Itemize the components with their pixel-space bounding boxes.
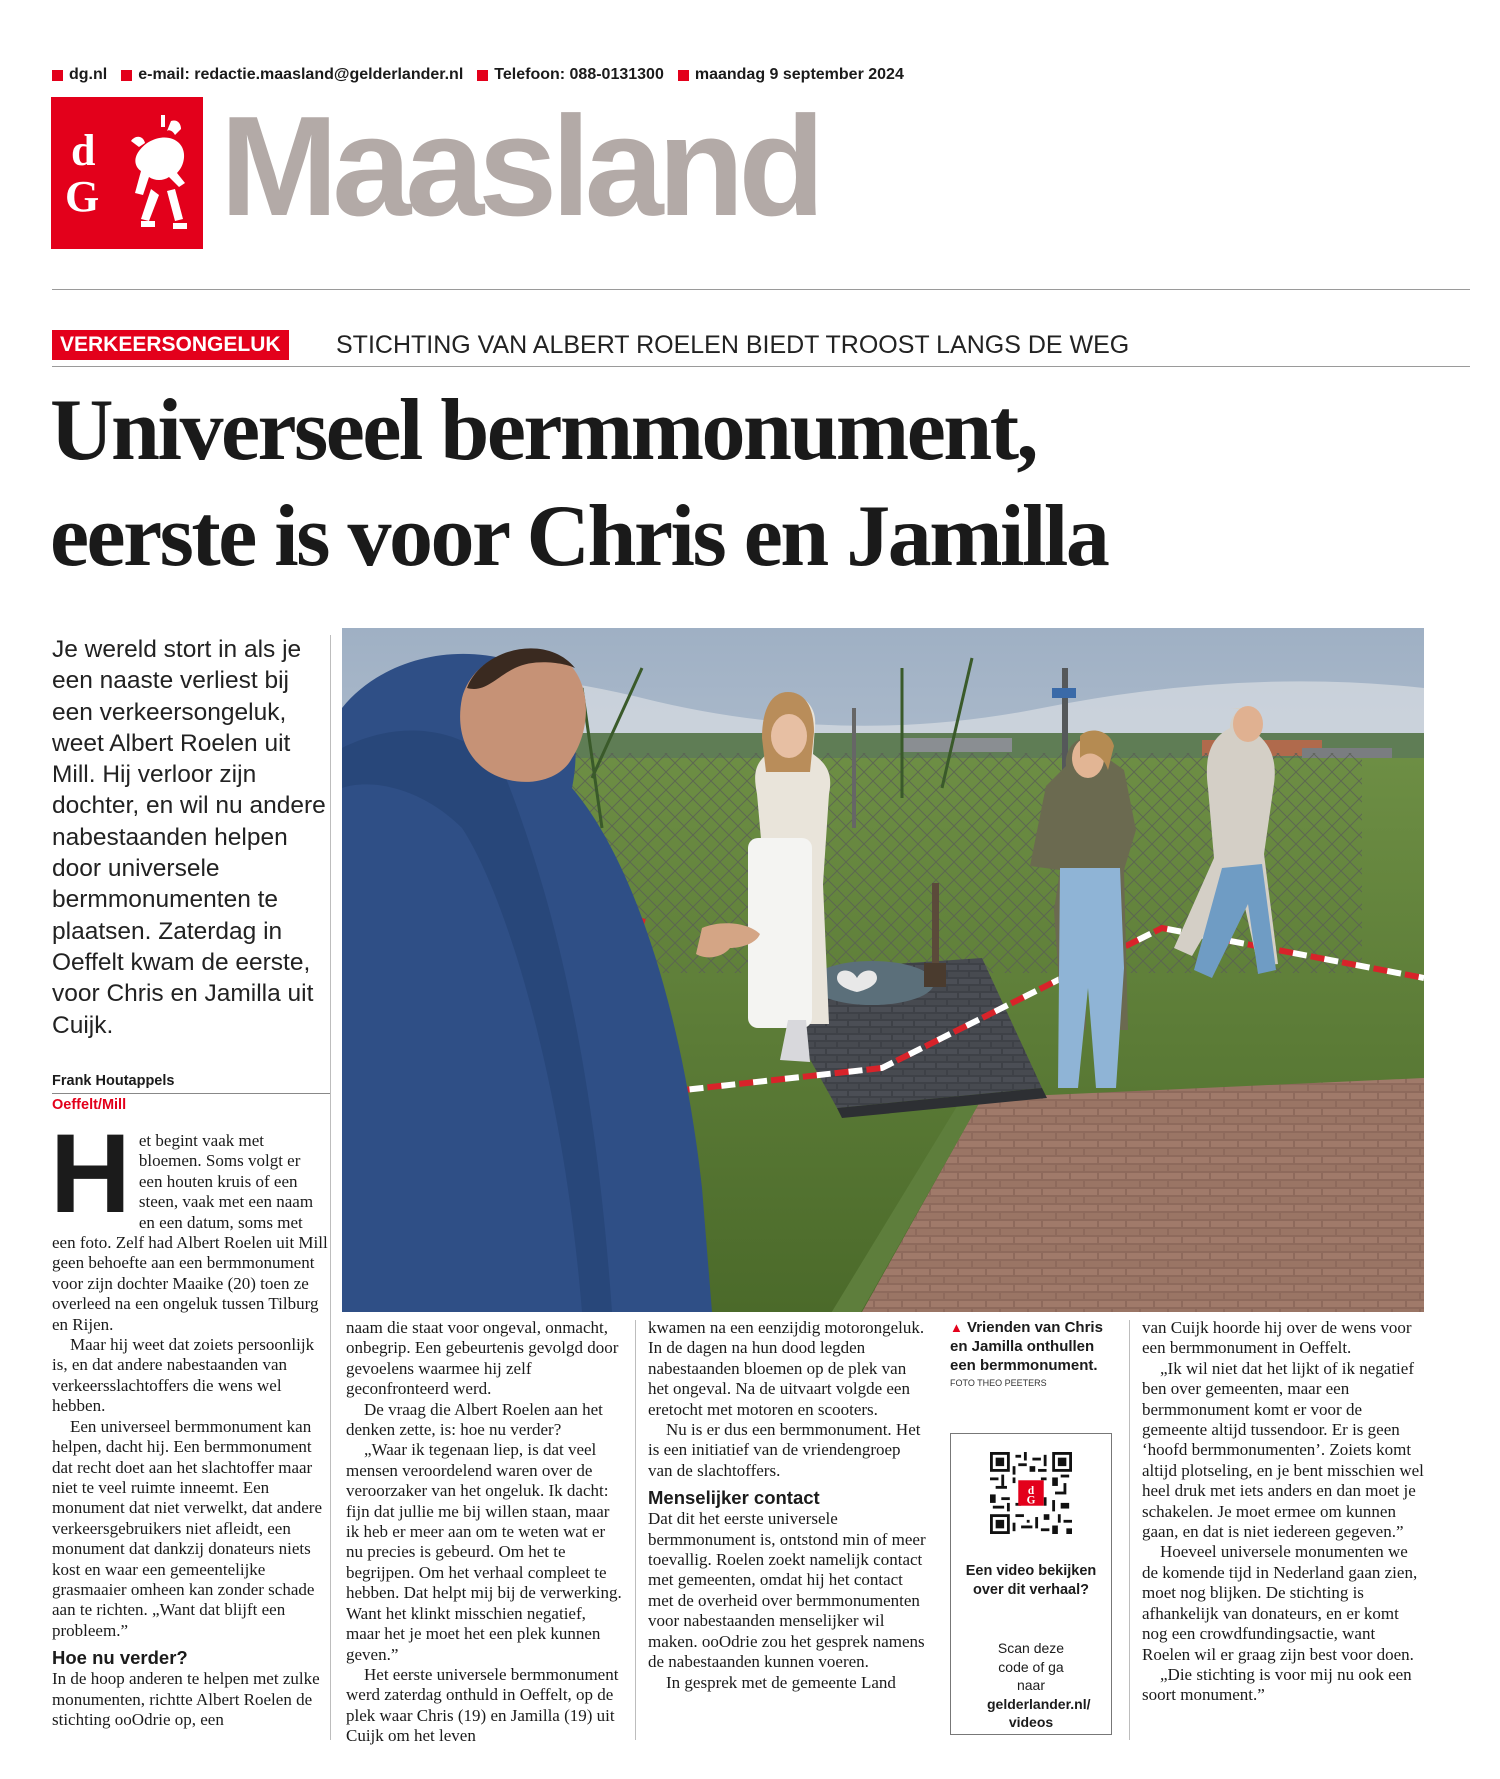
phone-text: Telefoon: 088-0131300	[494, 66, 664, 83]
headline	[50, 378, 1470, 590]
email-text: e-mail: redactie.maasland@gelderlander.nl	[138, 66, 464, 83]
paragraph: Hoeveel universele monumenten we de komende tijd in Nederland gaan zien, moet nog blijken. De stichting is afhankelijk van donateurs, en er komt nog een crowdfundingsactie, want Roelen wil er graag zijn best voor doen.	[1142, 1542, 1418, 1664]
paragraph: „Waar ik tegenaan liep, is dat veel mensen veroordelend waren over de veroorzaker van het ongeluk. Ik dacht: fijn dat jullie me bij willen staan, maar ik heb er meer aan om te weten wat er nu precies is gebeurd. Om het te begrijpen. Om het verhaal compleet te hebben. Dat helpt mij bij de verwerking. Want het klinkt misschien negatief, maar het je moet het een plek kunnen geven.”	[346, 1440, 622, 1664]
horse-rider-icon	[121, 111, 197, 237]
subheading: Menselijker contact	[648, 1487, 820, 1509]
article-column-2	[346, 1318, 623, 1747]
paragraph: Dat dit het eerste universele bermmonument is, ontstond min of meer toevallig. Roelen zoekt namelijk contact met gemeenten, omdat hij het contact met de overheid over bermmonumenten voor nabestaanden menselijker wil maken. ooOdrie zou het gesprek namens de nabestaanden kunnen voeren.	[648, 1509, 926, 1672]
paragraph: et begint vaak met bloemen. Soms volgt er een houten kruis of een steen, vaak met een naam en een datum, soms met een foto. Zelf had Albert Roelen uit Mill geen behoefte aan een bermmonument voor zijn dochter Maaike (20) toen ze overleed na een ongeluk tussen Tilburg en Rijen.	[52, 1131, 328, 1334]
photo-caption	[950, 1318, 1115, 1375]
paragraph: In de hoop anderen te helpen met zulke monumenten, richtte Albert Roelen de stichting ooOdrie op, een	[52, 1669, 320, 1729]
headline-line-2: eerste is voor Chris en Jamilla	[50, 488, 1108, 585]
caption-text: Vrienden van Chris en Jamilla onthullen een bermmonument.	[950, 1319, 1103, 1374]
masthead-divider	[52, 289, 1470, 290]
bullet-square-icon	[678, 70, 689, 81]
photo-credit: FOTO THEO PEETERS	[950, 1378, 1047, 1388]
date-text: maandag 9 september 2024	[694, 66, 904, 83]
drop-cap: H	[50, 1111, 131, 1236]
kicker-text: STICHTING VAN ALBERT ROELEN BIEDT TROOST LANGS DE WEG	[336, 331, 1130, 359]
kicker-label: VERKEERSONGELUK	[52, 330, 289, 360]
article-photo	[342, 628, 1424, 1312]
section-title: Maasland	[220, 87, 820, 246]
column-divider	[635, 1320, 636, 1740]
website-item[interactable]	[52, 66, 107, 84]
headline-line-1: Universeel bermmonument,	[50, 382, 1037, 479]
triangle-up-icon: ▲	[950, 1320, 963, 1335]
qr-logo-text: G	[1026, 1494, 1036, 1507]
logo-letter-g: G	[65, 172, 100, 221]
author-byline: Frank Houtappels	[52, 1073, 175, 1089]
qr-code-icon[interactable]	[990, 1452, 1072, 1534]
paragraph: De vraag die Albert Roelen aan het denken zette, is: hoe nu verder?	[346, 1399, 603, 1440]
dateline: Oeffelt/Mill	[52, 1097, 127, 1113]
subheading: Hoe nu verder?	[52, 1647, 188, 1669]
qr-instruction	[951, 1639, 1111, 1732]
paragraph: Een universeel bermmonument kan helpen, dacht hij. Een bermmonument dat recht doet aan het slachtoffer maar niet te veel ruimte inneemt. Een monument dat niet verwelkt, dat andere verkeersgebruikers niet afleidt, een monument dat dankzij donateurs niets kost en waar een gemeentelijke grasmaaier omheen kan zonder schade aan te richten. „Want dat blijft een probleem.”	[52, 1416, 323, 1640]
paragraph: Het eerste universele bermmonument werd zaterdag onthuld in Oeffelt, op de plek waar Chris (19) en Jamilla (19) uit Cuijk om het leven	[346, 1664, 619, 1746]
qr-instruction-text: Scan deze code of ga naar	[997, 1640, 1065, 1693]
paragraph: Maar hij weet dat zoiets persoonlijk is, en dat andere nabestaanden van verkeersslachtoffers die wens wel hebben.	[52, 1335, 315, 1416]
bullet-square-icon	[477, 70, 488, 81]
dg-logo	[51, 97, 203, 249]
article-column-4	[1142, 1318, 1425, 1706]
paragraph: kwamen na een eenzijdig motorongeluk. In de dagen na hun dood legden nabestaanden bloemen op de plek van het ongeval. Na de uitvaart volgde een eretocht met motoren en scooters.	[648, 1318, 925, 1419]
kicker-divider	[52, 366, 1470, 367]
logo-letter-d: d	[71, 126, 96, 175]
article-column-3	[648, 1318, 928, 1693]
website-text: dg.nl	[69, 66, 108, 83]
bullet-square-icon	[52, 70, 63, 81]
qr-link[interactable]: gelderlander.nl/ videos	[987, 1695, 1091, 1730]
video-qr-box[interactable]	[950, 1433, 1112, 1735]
bullet-square-icon	[121, 70, 132, 81]
article-column-1	[50, 1111, 328, 1730]
paragraph: In gesprek met de gemeente Land	[666, 1672, 896, 1692]
paragraph: naam die staat voor ongeval, onmacht, onbegrip. Een gebeurtenis gevolgd door gevoelens waarmee hij zelf geconfronteerd werd.	[346, 1318, 619, 1399]
qr-title: Een video bekijken over dit verhaal?	[965, 1563, 1097, 1598]
qr-logo-text: d	[1027, 1484, 1035, 1497]
column-divider	[1129, 1320, 1130, 1740]
paragraph: van Cuijk hoorde hij over de wens voor een bermmonument in Oeffelt.	[1142, 1318, 1412, 1358]
column-divider	[330, 635, 331, 1740]
byline-divider	[52, 1093, 330, 1094]
article-intro: Je wereld stort in als je een naaste verliest bij een verkeersongeluk, weet Albert Roelen uit Mill. Hij verloor zijn dochter, en wil nu andere nabestaanden helpen door universele bermmonumenten te plaatsen. Zaterdag in Oeffelt kwam de eerste, voor Chris en Jamilla uit Cuijk.	[52, 636, 326, 1039]
paragraph: „Die stichting is voor mij nu ook een soort monument.”	[1142, 1664, 1412, 1705]
paragraph: Nu is er dus een bermmonument. Het is een initiatief van de vriendengroep van de slachtoffers.	[648, 1420, 921, 1480]
paragraph: „Ik wil niet dat het lijkt of ik negatief ben over gemeenten, maar een bermmonument komt er voor de gemeente altijd tussendoor. Er is geen ‘hoofd bermmonumenten’. Zoiets komt altijd plotseling, en je bent misschien wel heel druk met iets anders en dan moet je schakelen. Je moet ermee om kunnen gaan, en dat is niet iedereen gegeven.”	[1142, 1358, 1424, 1542]
